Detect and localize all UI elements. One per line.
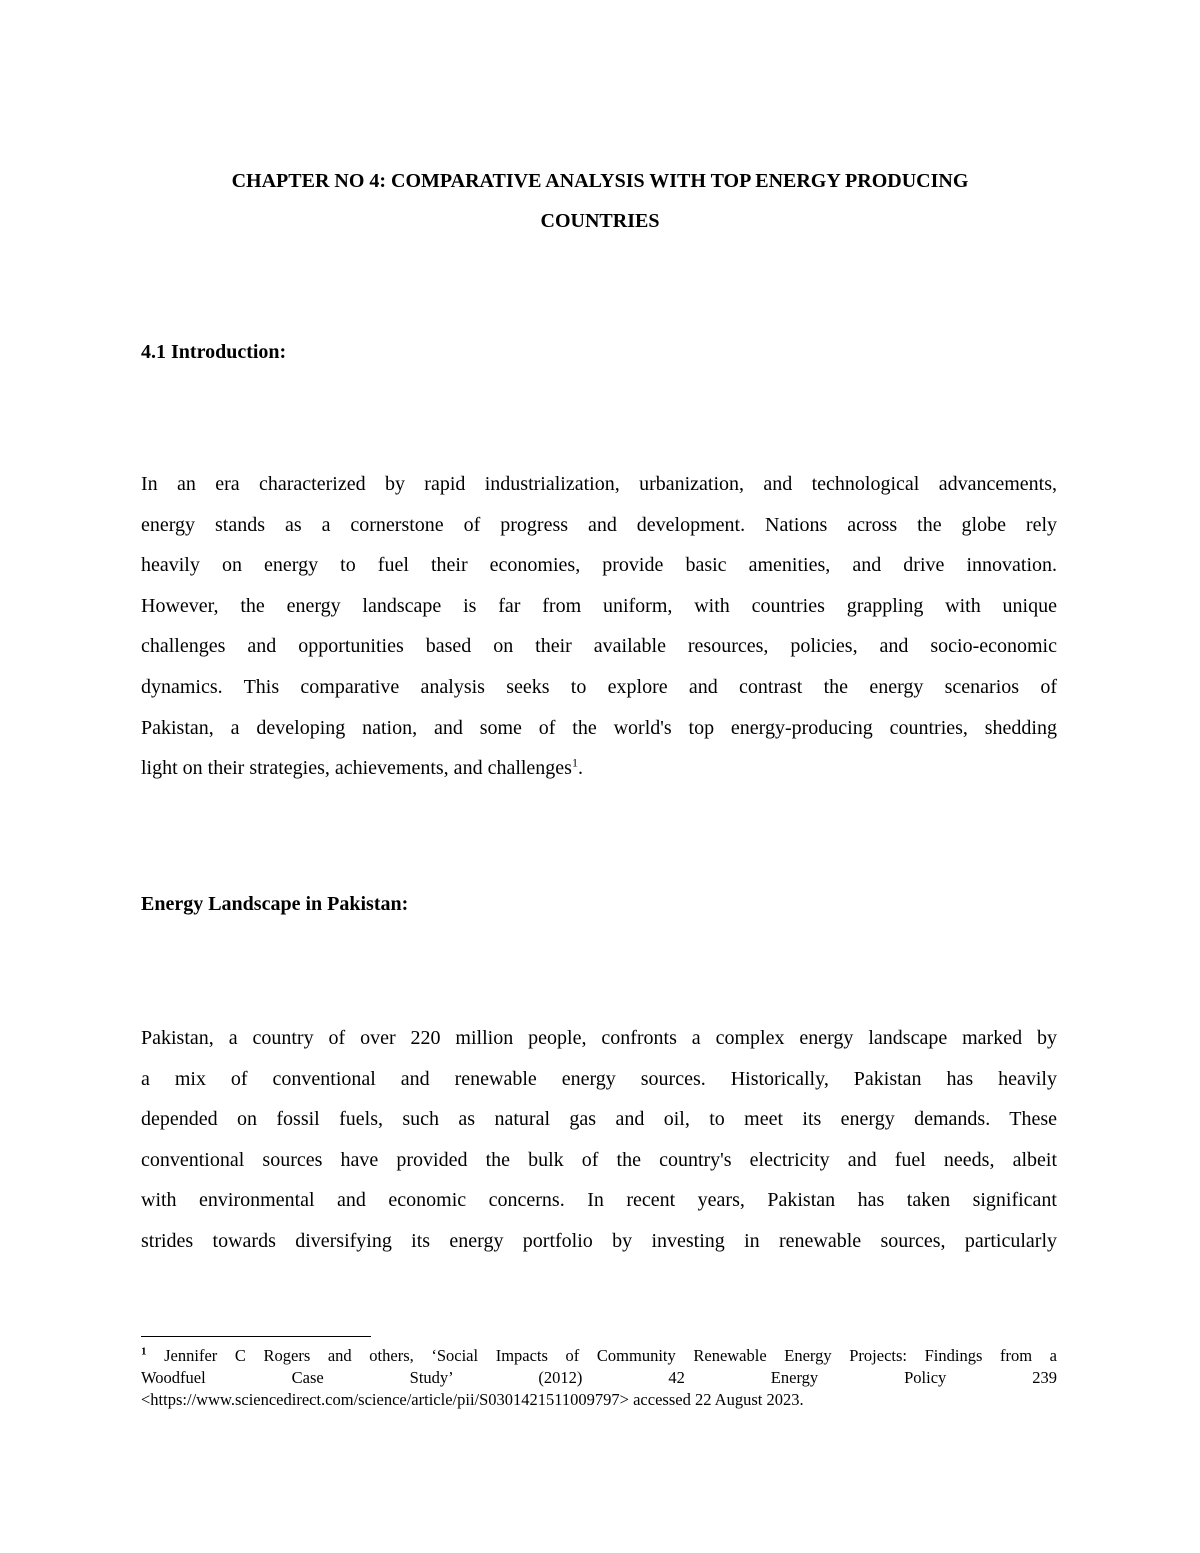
paragraph-line: Pakistan, a country of over 220 million people, confronts a complex energy landscape marked by xyxy=(141,1027,1057,1049)
paragraph-line: challenges and opportunities based on their available resources, policies, and socio-economic xyxy=(141,635,1057,658)
footnote-separator xyxy=(141,1336,371,1337)
section-heading-introduction: 4.1 Introduction: xyxy=(141,341,287,363)
paragraph-line: energy stands as a cornerstone of progress and development. Nations across the globe rely xyxy=(141,513,1057,536)
introduction-paragraph xyxy=(141,464,1057,789)
paragraph-line: In an era characterized by rapid industrialization, urbanization, and technological advancements, xyxy=(141,473,1057,495)
paragraph-line: with environmental and economic concerns. In recent years, Pakistan has taken significant xyxy=(141,1189,1057,1212)
sentence-end-punctuation: . xyxy=(577,757,583,780)
paragraph-line: heavily on energy to fuel their economies, provide basic amenities, and drive innovation. xyxy=(141,554,1057,577)
paragraph-line: However, the energy landscape is far from uniform, with countries grappling with unique xyxy=(141,594,1057,617)
paragraph-line: a mix of conventional and renewable energy sources. Historically, Pakistan has heavily xyxy=(141,1067,1057,1090)
energy-landscape-paragraph xyxy=(141,1018,1057,1262)
section-heading-energy-landscape: Energy Landscape in Pakistan: xyxy=(141,893,409,915)
paragraph-line-text: light on their strategies, achievements, and challenges xyxy=(141,757,572,780)
footnote-number: 1 xyxy=(141,1345,147,1358)
footnote xyxy=(141,1345,1057,1411)
paragraph-line: conventional sources have provided the bulk of the country's electricity and fuel needs, albeit xyxy=(141,1148,1057,1171)
paragraph-line: Pakistan, a developing nation, and some of the world's top energy-producing countries, shedding xyxy=(141,716,1057,739)
footnote-text: Jennifer C Rogers and others, ‘Social Impacts of Community Renewable Energy Projects: Findings from a xyxy=(146,1346,1057,1365)
footnote-link[interactable]: <https://www.sciencedirect.com/science/article/pii/S0301421511009797> accessed 22 August 2023. xyxy=(141,1390,804,1409)
footnote-reference[interactable]: 1 xyxy=(571,755,578,770)
paragraph-last-line xyxy=(141,748,1057,789)
paragraph-line: depended on fossil fuels, such as natural gas and oil, to meet its energy demands. These xyxy=(141,1108,1057,1131)
chapter-title-line-2: COUNTRIES xyxy=(540,210,660,232)
chapter-title-line-1: CHAPTER NO 4: COMPARATIVE ANALYSIS WITH TOP ENERGY PRODUCING xyxy=(231,170,969,192)
paragraph-line: strides towards diversifying its energy portfolio by investing in renewable sources, particularly xyxy=(141,1229,1057,1252)
paragraph-line: dynamics. This comparative analysis seeks to explore and contrast the energy scenarios of xyxy=(141,675,1057,698)
footnote-line-2: Woodfuel Case Study’ (2012) 42 Energy Policy 239 xyxy=(141,1368,1057,1387)
footnote-line-1 xyxy=(141,1345,1057,1367)
